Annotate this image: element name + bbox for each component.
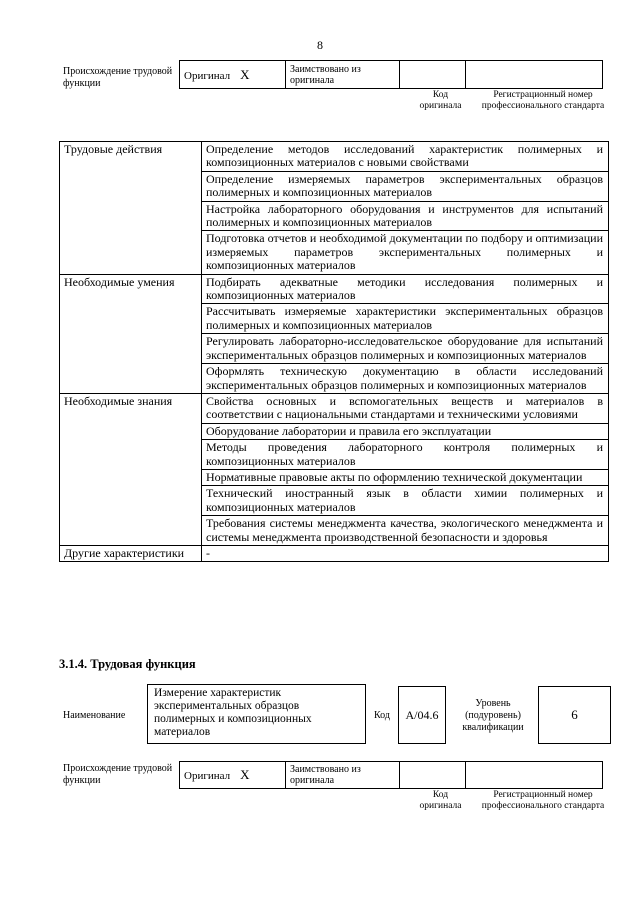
labor-function-table (59, 141, 609, 562)
reg-number-cell (466, 61, 603, 89)
original-cell (180, 61, 286, 89)
original-mark-bottom: X (240, 767, 250, 782)
section-title: 3.1.4. Трудовая функция (59, 657, 196, 671)
page-number: 8 (317, 38, 323, 52)
row-text: Подбирать адекватные методики исследования полимерных и композиционных материалов (202, 274, 609, 304)
row-text: - (202, 545, 609, 561)
table-row (60, 274, 609, 304)
code-label: Код (374, 710, 390, 721)
name-label: Наименование (63, 710, 126, 721)
qualification-level-box: 6 (538, 686, 611, 744)
row-text: Свойства основных и вспомогательных веществ и материалов в соответствии с национальными стандартами и техническими условиями (202, 393, 609, 423)
row-header: Другие характеристики (60, 545, 202, 561)
code-original-cell-bottom (400, 762, 466, 789)
code-original-cell (400, 61, 466, 89)
row-text: Настройка лабораторного оборудования и инструментов для испытаний полимерных и композиционных материалов (202, 201, 609, 231)
row-header: Трудовые действия (60, 142, 202, 275)
table-row (60, 142, 609, 172)
row-text: Нормативные правовые акты по оформлению технической документации (202, 469, 609, 485)
code-original-caption: Код оригинала (419, 90, 462, 111)
function-code-box: А/04.6 (398, 686, 446, 744)
origin-label: Происхождение трудовой функции (63, 66, 173, 89)
row-text: Технический иностранный язык в области химии полимерных и композиционных материалов (202, 486, 609, 516)
row-header: Необходимые знания (60, 393, 202, 545)
original-mark: X (240, 66, 250, 82)
row-text: Определение измеряемых параметров экспериментальных образцов полимерных и композиционных материалов (202, 171, 609, 201)
row-text: Определение методов исследований характеристик полимерных и композиционных материалов с новыми свойствами (202, 142, 609, 172)
origin-table (179, 60, 603, 89)
row-text: Оборудование лаборатории и правила его эксплуатации (202, 423, 609, 439)
original-label: Оригинал (184, 69, 231, 82)
borrowed-cell: Заимствовано из оригинала (286, 61, 400, 89)
row-header: Необходимые умения (60, 274, 202, 393)
code-original-caption-bottom: Код оригинала (419, 790, 462, 811)
reg-number-caption-bottom: Регистрационный номер профессионального стандарта (481, 790, 605, 811)
reg-number-caption: Регистрационный номер профессионального стандарта (481, 90, 605, 111)
original-label-bottom: Оригинал (184, 770, 231, 782)
row-text: Регулировать лабораторно-исследовательское оборудование для испытаний экспериментальных образцов полимерных и композиционных материалов (202, 334, 609, 364)
borrowed-cell-bottom: Заимствовано из оригинала (286, 762, 400, 789)
row-text: Рассчитывать измеряемые характеристики экспериментальных образцов полимерных и композиционных материалов (202, 304, 609, 334)
origin-label-bottom: Происхождение трудовой функции (63, 763, 173, 786)
row-text: Требования системы менеджмента качества, экологического менеджмента и системы менеджмента производственной безопасности и здоровья (202, 516, 609, 546)
reg-number-cell-bottom (466, 762, 603, 789)
row-text: Подготовка отчетов и необходимой документации по подбору и оптимизации измеряемых параметров экспериментальных полимерных и композиционных материалов (202, 231, 609, 274)
table-row (60, 545, 609, 561)
original-cell-bottom (180, 762, 286, 789)
qualification-level-label: Уровень (подуровень) квалификации (462, 698, 524, 733)
table-row (60, 393, 609, 423)
origin-table-bottom (179, 761, 603, 789)
function-name-box: Измерение характеристик экспериментальных образцов полимерных и композиционных материалов (147, 684, 366, 744)
row-text: Оформлять техническую документацию в области исследований экспериментальных образцов полимерных и композиционных материалов (202, 364, 609, 394)
row-text: Методы проведения лабораторного контроля полимерных и композиционных материалов (202, 440, 609, 470)
